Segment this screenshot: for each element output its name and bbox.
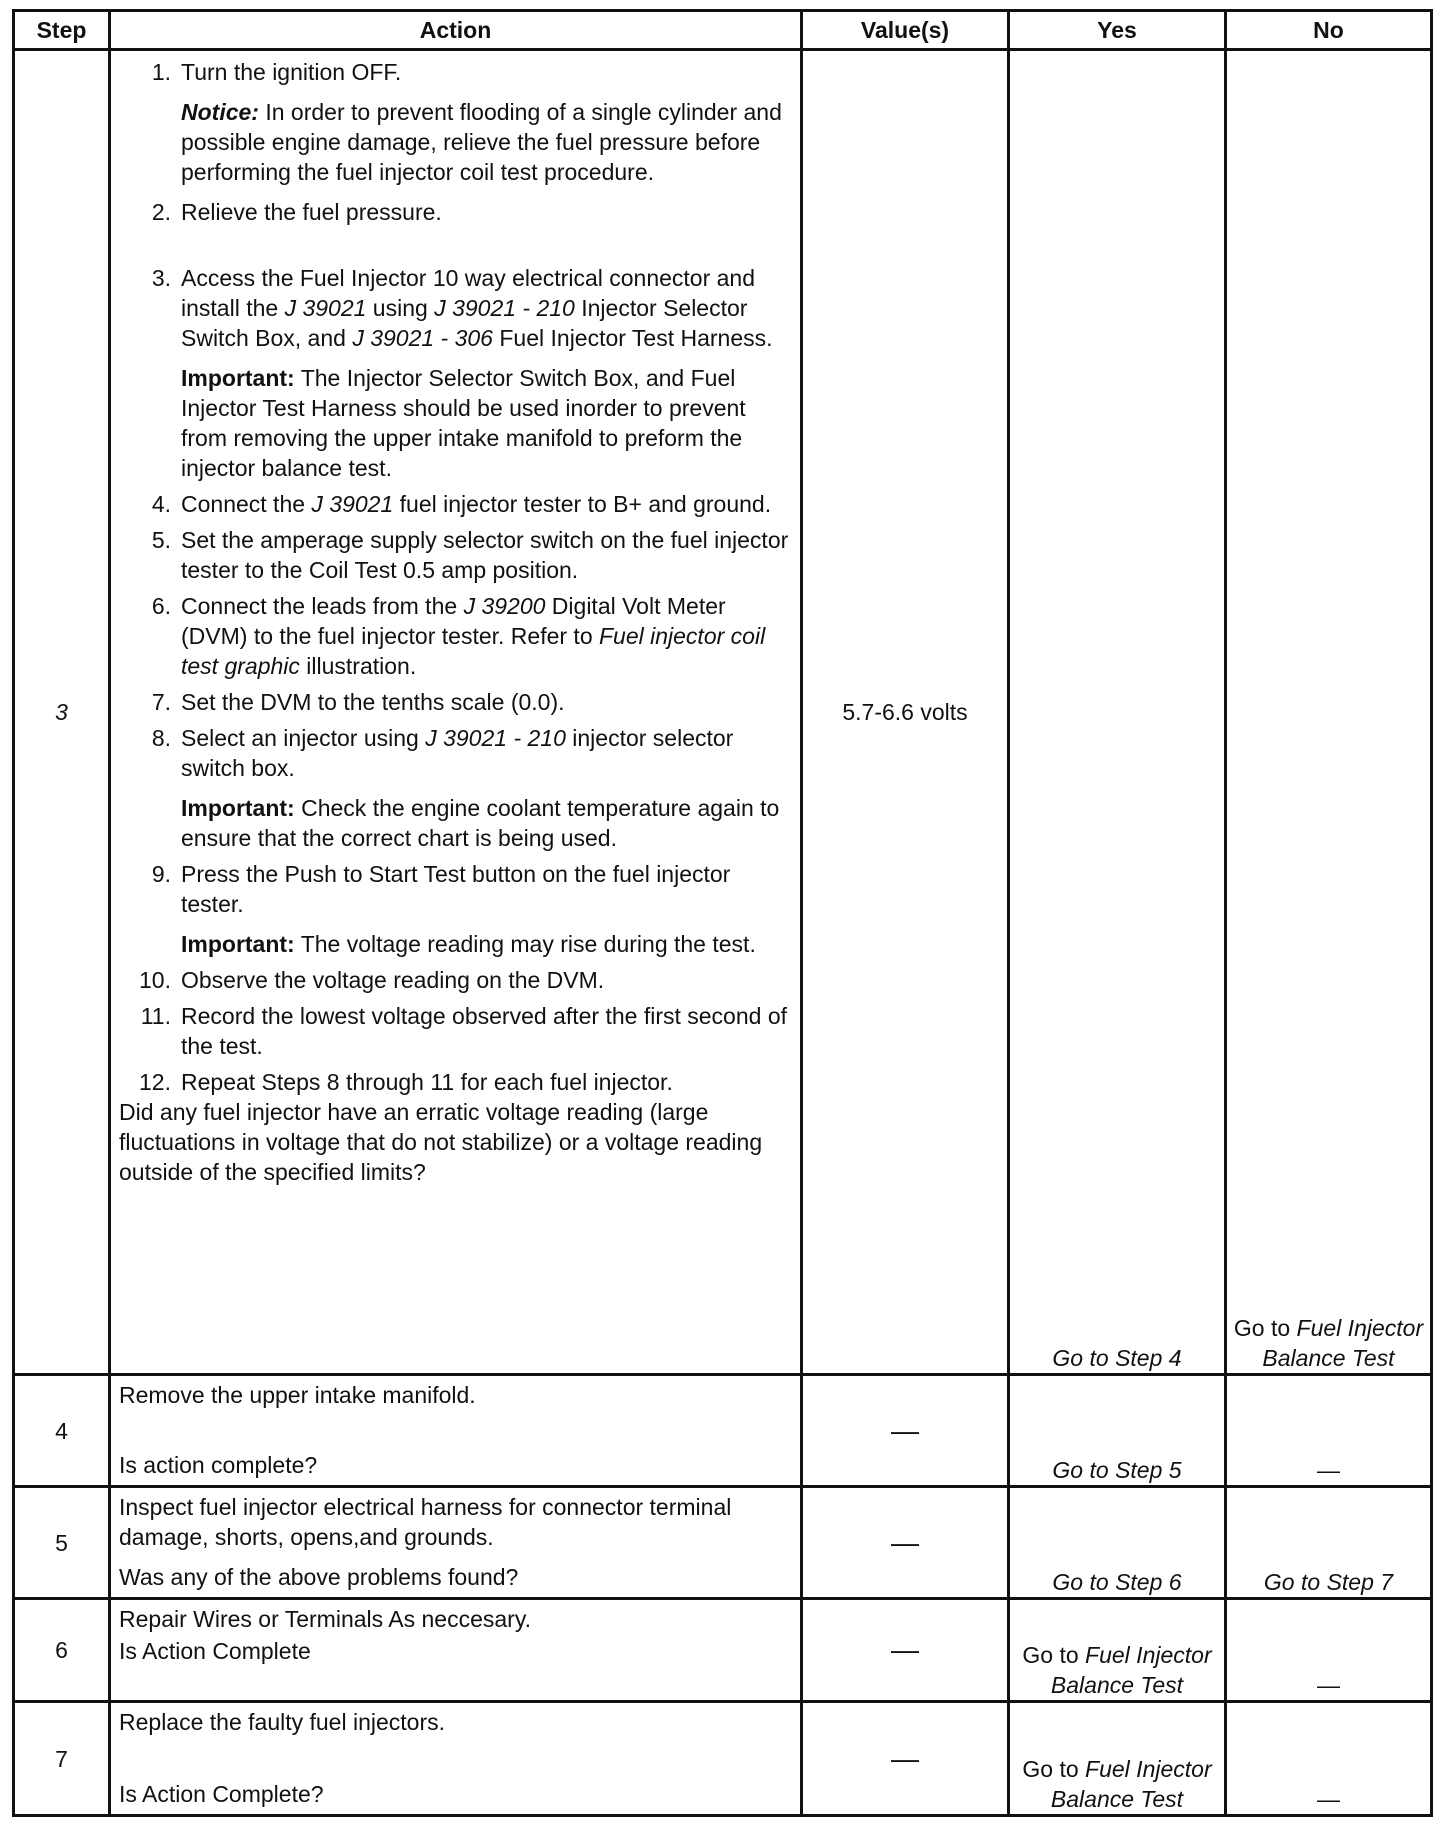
header-no: No bbox=[1226, 11, 1432, 50]
list-item: 5. Set the amperage supply selector switch on the fuel injector tester to the Coil Test 0.5 amp position. bbox=[151, 527, 789, 583]
yes-cell: Go to Step 6 bbox=[1009, 1487, 1226, 1599]
no-cell: — bbox=[1226, 1702, 1432, 1816]
action-cell bbox=[110, 1599, 802, 1702]
yes-cell: Go to Step 5 bbox=[1009, 1375, 1226, 1487]
question-text: Did any fuel injector have an erratic voltage reading (large fluctuations in voltage that do not stabilize) or a voltage reading outside of the specified limits? bbox=[119, 1099, 763, 1185]
question-text: Is Action Complete bbox=[119, 1638, 311, 1664]
value-cell: — bbox=[802, 1487, 1009, 1599]
step-number: 3 bbox=[14, 50, 110, 1375]
no-cell: — bbox=[1226, 1375, 1432, 1487]
value-cell: 5.7-6.6 volts bbox=[802, 50, 1009, 1375]
value-cell: — bbox=[802, 1702, 1009, 1816]
table-row bbox=[14, 1702, 1432, 1816]
notice-text: Notice: In order to prevent flooding of a single cylinder and possible engine damage, relieve the fuel pressure before performing the fuel injector coil test procedure. bbox=[181, 99, 782, 185]
no-cell: — bbox=[1226, 1599, 1432, 1702]
procedure-list bbox=[119, 57, 794, 87]
action-cell bbox=[110, 50, 802, 1375]
step-number: 7 bbox=[14, 1702, 110, 1816]
yes-cell: Go to Fuel Injector Balance Test bbox=[1009, 1702, 1226, 1816]
action-text: Remove the upper intake manifold. bbox=[119, 1382, 476, 1408]
important-text: Important: The Injector Selector Switch Box, and Fuel Injector Test Harness should be used inorder to prevent from removing the upper intake manifold to preform the injector balance test. bbox=[181, 365, 746, 481]
header-values: Value(s) bbox=[802, 11, 1009, 50]
list-item: 6. Connect the leads from the J 39200 Digital Volt Meter (DVM) to the fuel injector tester. Refer to Fuel injector coil test graphic illustration. bbox=[151, 593, 766, 679]
header-action: Action bbox=[110, 11, 802, 50]
list-item: 7. Set the DVM to the tenths scale (0.0). bbox=[151, 689, 565, 715]
step-number: 5 bbox=[14, 1487, 110, 1599]
step-number: 4 bbox=[14, 1375, 110, 1487]
value-cell: — bbox=[802, 1375, 1009, 1487]
list-item: 4. Connect the J 39021 fuel injector tester to B+ and ground. bbox=[151, 491, 772, 517]
list-item: 3. Access the Fuel Injector 10 way electrical connector and install the J 39021 using J 39021 - 210 Injector Selector Switch Box, and J 39021 - 306 Fuel Injector Test Harness. bbox=[151, 265, 773, 351]
question-text: Was any of the above problems found? bbox=[119, 1564, 519, 1590]
action-text: Repair Wires or Terminals As neccesary. bbox=[119, 1606, 532, 1632]
action-cell bbox=[110, 1702, 802, 1816]
no-cell: Go to Fuel Injector Balance Test bbox=[1226, 50, 1432, 1375]
question-text: Is Action Complete? bbox=[119, 1781, 324, 1807]
list-item: 10. Observe the voltage reading on the DVM. bbox=[139, 967, 605, 993]
table-row bbox=[14, 1487, 1432, 1599]
list-item: 2. Relieve the fuel pressure. bbox=[151, 199, 442, 225]
header-yes: Yes bbox=[1009, 11, 1226, 50]
list-item: 8. Select an injector using J 39021 - 210 injector selector switch box. bbox=[151, 725, 734, 781]
action-cell bbox=[110, 1375, 802, 1487]
action-text: Replace the faulty fuel injectors. bbox=[119, 1709, 446, 1735]
table-row bbox=[14, 50, 1432, 1375]
no-cell: Go to Step 7 bbox=[1226, 1487, 1432, 1599]
step-number: 6 bbox=[14, 1599, 110, 1702]
list-item: 9. Press the Push to Start Test button on the fuel injector tester. bbox=[151, 861, 731, 917]
header-row bbox=[14, 11, 1432, 50]
value-cell: — bbox=[802, 1599, 1009, 1702]
table-row bbox=[14, 1375, 1432, 1487]
question-text: Is action complete? bbox=[119, 1452, 318, 1478]
diagnostic-table bbox=[12, 9, 1433, 1817]
list-item: 1. Turn the ignition OFF. bbox=[151, 59, 402, 85]
table-row bbox=[14, 1599, 1432, 1702]
yes-cell: Go to Step 4 bbox=[1009, 50, 1226, 1375]
important-text: Important: The voltage reading may rise during the test. bbox=[181, 931, 756, 957]
list-item: 12. Repeat Steps 8 through 11 for each fuel injector. bbox=[139, 1069, 673, 1095]
list-item: 11. Record the lowest voltage observed after the first second of the test. bbox=[140, 1003, 787, 1059]
action-text: Inspect fuel injector electrical harness for connector terminal damage, shorts, opens,and grounds. bbox=[119, 1494, 732, 1550]
header-step: Step bbox=[14, 11, 110, 50]
action-cell bbox=[110, 1487, 802, 1599]
yes-cell: Go to Fuel Injector Balance Test bbox=[1009, 1599, 1226, 1702]
important-text: Important: Check the engine coolant temperature again to ensure that the correct chart is being used. bbox=[181, 795, 780, 851]
